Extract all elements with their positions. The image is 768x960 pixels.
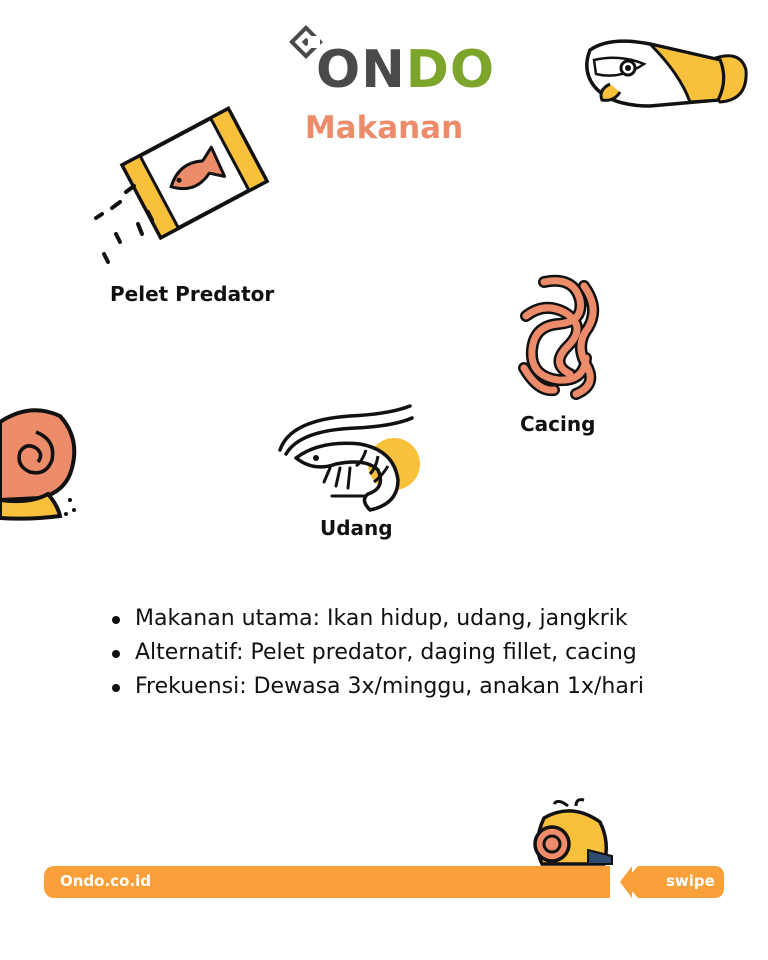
swipe-label: swipe xyxy=(666,872,715,890)
shrimp-icon xyxy=(270,400,430,518)
site-url[interactable]: Ondo.co.id xyxy=(60,872,151,890)
ondo-logo xyxy=(286,22,496,100)
snail-small-icon xyxy=(528,798,614,868)
page-title: Makanan xyxy=(304,110,464,146)
fish-icon xyxy=(580,30,750,120)
udang-label: Udang xyxy=(320,516,393,540)
cacing-label: Cacing xyxy=(520,412,596,436)
fish-food-packet-icon xyxy=(90,104,280,274)
pelet-predator-label: Pelet Predator xyxy=(110,282,275,306)
snail-icon xyxy=(0,402,82,522)
logo-wordmark: ONDO xyxy=(316,40,496,100)
list-item: Makanan utama: Ikan hidup, udang, jangkrik xyxy=(108,602,644,636)
list-item: Frekuensi: Dewasa 3x/minggu, anakan 1x/hari xyxy=(108,670,644,704)
worms-icon xyxy=(514,272,606,402)
list-item: Alternatif: Pelet predator, daging fillet, cacing xyxy=(108,636,644,670)
info-bullet-list xyxy=(108,602,644,704)
